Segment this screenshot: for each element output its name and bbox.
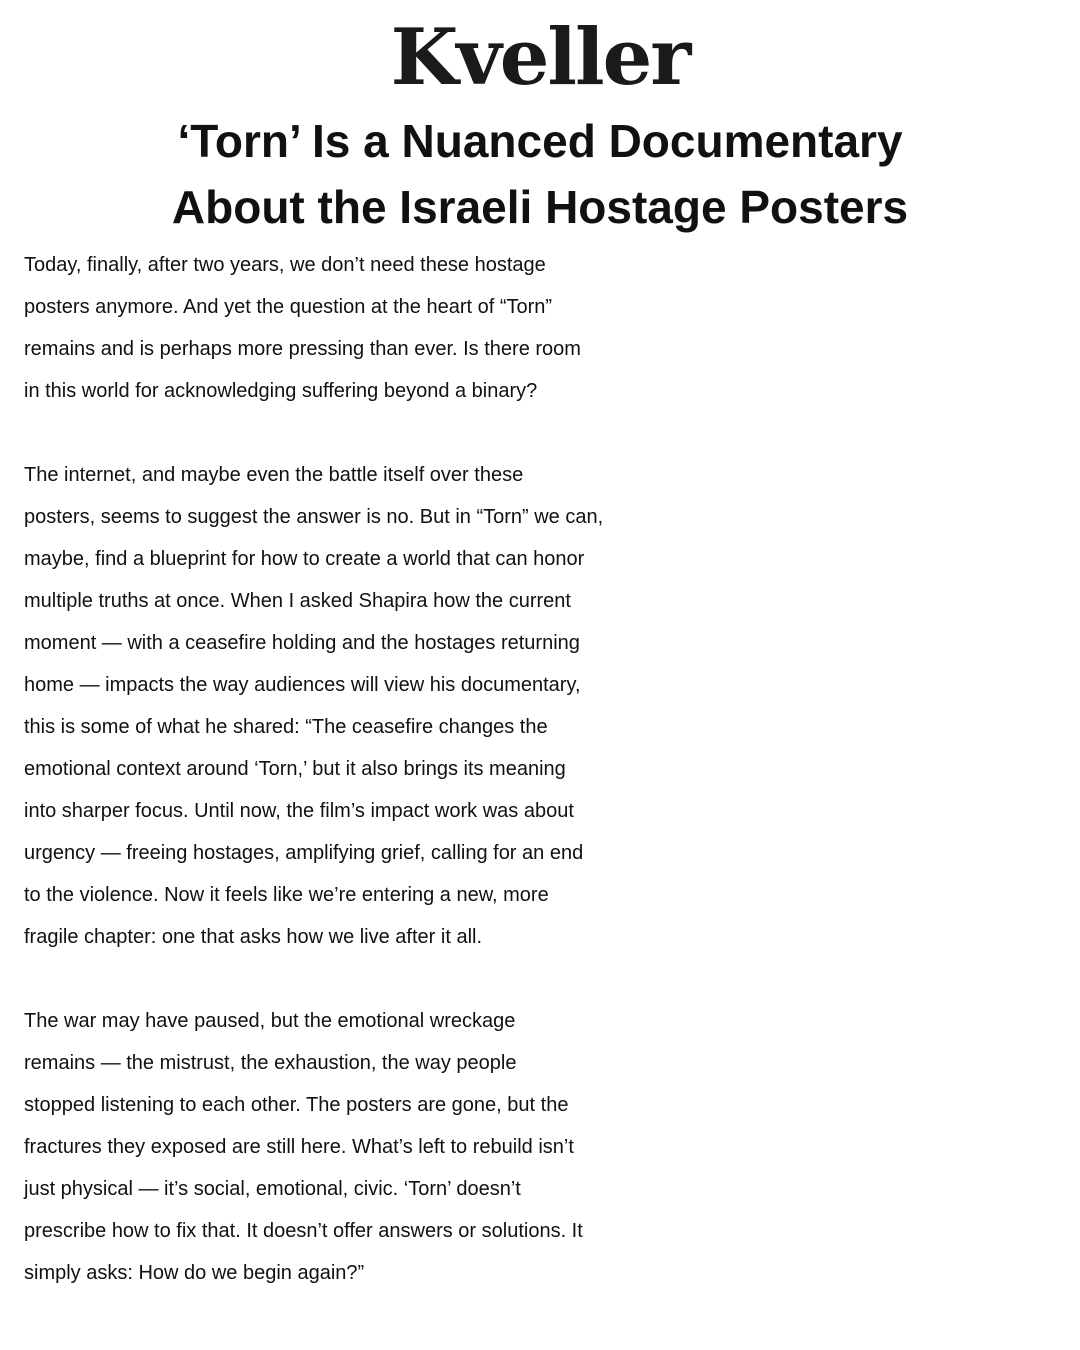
text-line: to the violence. Now it feels like we’re entering a new, more [24,884,549,906]
text-line: posters anymore. And yet the question at the heart of “Torn” [24,296,553,318]
headline-line-1: ‘Torn’ Is a Nuanced Documentary [177,115,903,167]
text-line: prescribe how to fix that. It doesn’t offer answers or solutions. It [24,1220,583,1242]
text-line: this is some of what he shared: “The ceasefire changes the [24,716,548,738]
text-line: emotional context around ‘Torn,’ but it also brings its meaning [24,758,566,780]
article-body [24,244,1064,1336]
text-line: posters, seems to suggest the answer is no. But in “Torn” we can, [24,506,604,528]
text-line: urgency — freeing hostages, amplifying grief, calling for an end [24,842,584,864]
text-line: maybe, find a blueprint for how to create a world that can honor [24,548,585,570]
text-line: home — impacts the way audiences will view his documentary, [24,674,581,696]
text-line: fragile chapter: one that asks how we live after it all. [24,926,483,948]
text-line: simply asks: How do we begin again?” [24,1262,365,1284]
paragraph-1 [24,244,1064,412]
text-line: just physical — it’s social, emotional, civic. ‘Torn’ doesn’t [24,1178,521,1200]
text-line: The war may have paused, but the emotional wreckage [24,1010,516,1032]
text-line: remains and is perhaps more pressing than ever. Is there room [24,338,581,360]
text-line: multiple truths at once. When I asked Shapira how the current [24,590,571,612]
text-line: fractures they exposed are still here. What’s left to rebuild isn’t [24,1136,574,1158]
text-line: in this world for acknowledging suffering beyond a binary? [24,380,538,402]
kveller-logo: Kveller [390,12,690,103]
text-line: Today, finally, after two years, we don’t need these hostage [24,254,546,276]
text-line: The internet, and maybe even the battle itself over these [24,464,524,486]
paragraph-3 [24,1000,1064,1294]
text-line: remains — the mistrust, the exhaustion, the way people [24,1052,517,1074]
text-line: moment — with a ceasefire holding and the hostages returning [24,632,580,654]
paragraph-2 [24,454,1064,958]
headline-line-2: About the Israeli Hostage Posters [171,181,909,233]
article-headline [0,108,1080,240]
text-line: into sharper focus. Until now, the film’s impact work was about [24,800,574,822]
text-line: stopped listening to each other. The posters are gone, but the [24,1094,569,1116]
